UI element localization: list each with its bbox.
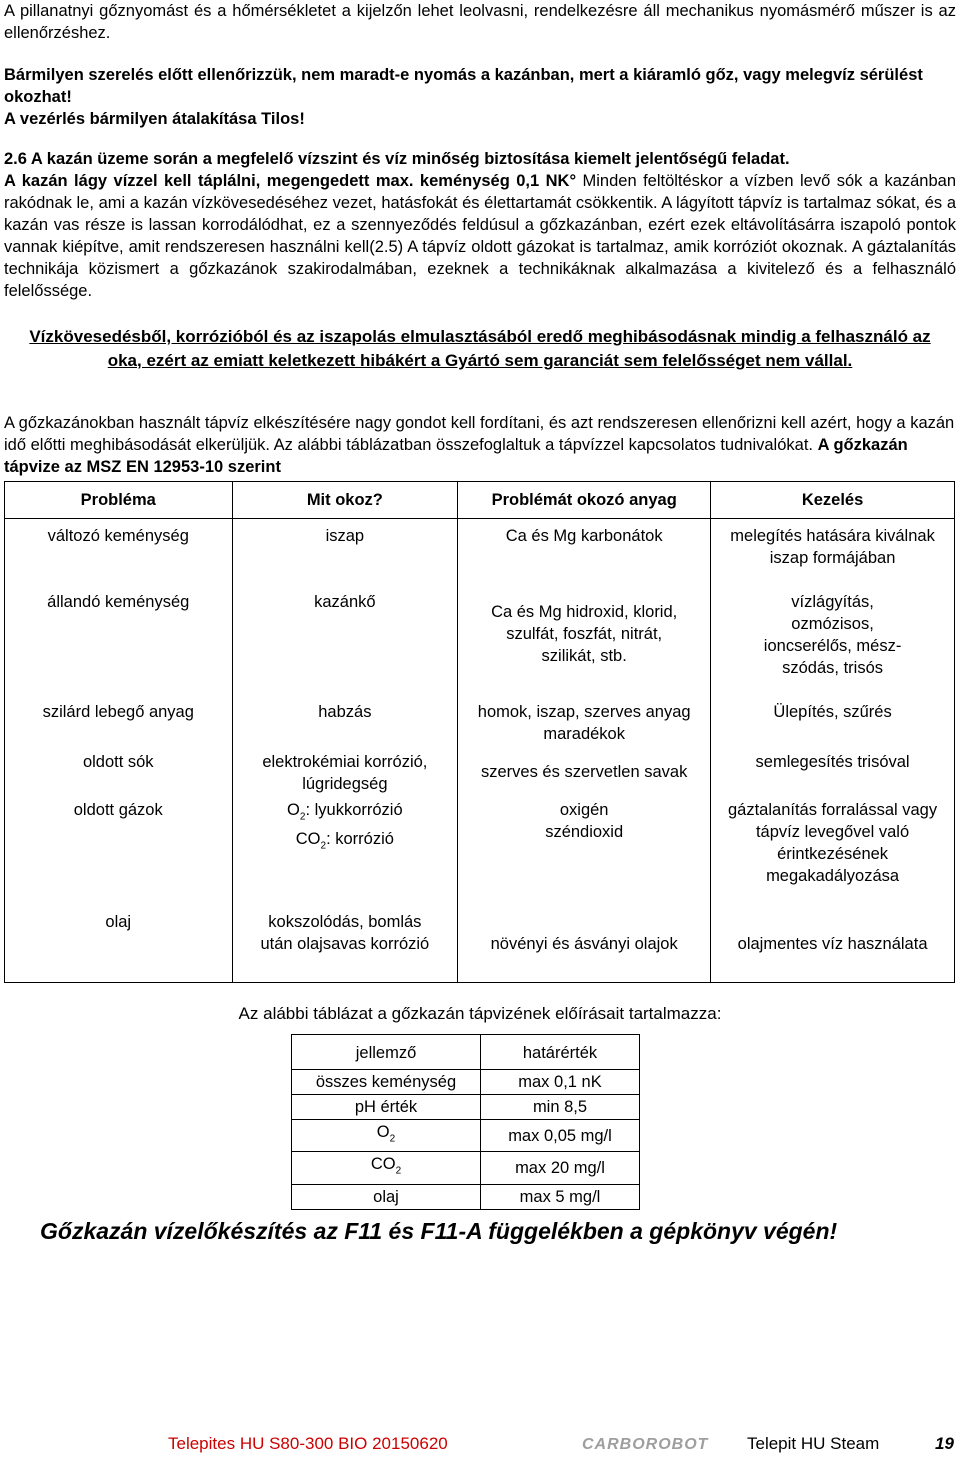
table-cell: összes keménység <box>292 1070 481 1095</box>
substance-text: szerves és szervetlen savak <box>481 762 688 781</box>
cause-text: kokszolódás, bomlás után olajsavas korrózió <box>260 912 430 953</box>
table-cell: oldott sók <box>5 751 233 799</box>
limits-table-caption: Az alábbi táblázat a gőzkazán tápvizének előírásait tartalmazza: <box>238 1004 722 1023</box>
table-cell <box>458 701 711 751</box>
table-cell <box>711 911 955 983</box>
table-header-row <box>292 1035 640 1070</box>
treatment-text: melegítés hatására kiválnak iszap formájában <box>730 527 935 567</box>
col-header-problem: Probléma <box>5 482 233 519</box>
table-cell: iszap <box>232 519 458 591</box>
table-cell: pH érték <box>292 1095 481 1120</box>
col-header-substance: Problémát okozó anyag <box>458 482 711 519</box>
table-row <box>5 701 955 751</box>
cause-text: elektrokémiai korrózió, lúgridegség <box>262 752 428 793</box>
table-row <box>5 799 955 911</box>
table-cell: max 20 mg/l <box>481 1152 640 1184</box>
col-header-property: jellemző <box>292 1035 481 1070</box>
substance-text: Ca és Mg hidroxid, klorid, szulfát, foszfát, nitrát, szilikát, stb. <box>491 602 678 665</box>
substance-text: növényi és ásványi olajok <box>490 934 678 953</box>
feedwater-text: A gőzkazánokban használt tápvíz elkészítésére nagy gondot kell fordítani, és azt rendszeresen ellenőrizni kell azért, hogy a kazán idő előtti meghibásodását elkerüljük. Az alábbi táblázatban összefoglaltuk a tápvízzel kapcsolatos tudnivalókat. <box>4 414 955 454</box>
treatment-text: olajmentes víz használata <box>737 934 928 953</box>
table-cell: max 0,1 nK <box>481 1070 640 1095</box>
table-row <box>5 519 955 591</box>
appendix-note: Gőzkazán vízelőkészítés az F11 és F11-A függelékben a gépkönyv végén! <box>40 1218 838 1244</box>
intro-paragraph: A pillanatnyi gőznyomást és a hőmérsékletet a kijelzőn lehet leolvasni, rendelkezésre áll mechanikus nyomásmérő műszer is az ellenőrzéshez. <box>4 2 956 42</box>
table-cell: $O_2$ <box>292 1120 481 1152</box>
page-number: 19 <box>935 1434 954 1453</box>
warranty-warning: Vízkövesedésből, korrózióból és az iszapolás elmulasztásából eredő meghibásodásnak mindig a felhasználó az oka, ezért az emiatt keletkezett hibákért a Gyártó sem garanciát sem felelősséget nem vállal. <box>29 327 931 370</box>
table-cell <box>232 799 458 911</box>
table-cell <box>458 911 711 983</box>
table-cell: semlegesítés trisóval <box>711 751 955 799</box>
table-cell <box>711 519 955 591</box>
section-heading: 2.6 A kazán üzeme során a megfelelő vízszint és víz minőség biztosítása kiemelt jelentőségű feladat. <box>4 150 790 168</box>
feedwater-limits-table <box>291 1034 640 1210</box>
page-footer <box>0 1432 960 1456</box>
table-cell: Ülepítés, szűrés <box>711 701 955 751</box>
table-cell <box>232 911 458 983</box>
feedwater-paragraph <box>4 412 956 478</box>
safety-note: Bármilyen szerelés előtt ellenőrizzük, nem maradt-e nyomás a kazánban, mert a kiáramló gőz, vagy melegvíz sérülést okozhat! <box>4 66 923 106</box>
table-cell <box>458 591 711 701</box>
table-cell <box>711 799 955 911</box>
table-row <box>292 1152 640 1184</box>
footer-title: Telepit HU Steam <box>747 1434 880 1453</box>
section-text: Minden feltöltéskor a vízben levő sók a kazánban rakódnak le, ami a kazán vízkövesedéséhez vezet, hatásfokát és élettartamát csökkentik. A lágyított tápvíz is tartalmaz sókat, és a kazán vas része is lassan korrodálódhat, ez a szennyeződés feldúsul a gőzkazánban, ezért ezek eltávolításárra iszapoló pontok vannak kiépítve, amit rendszeresen használni kell(2.5) A tápvíz oldott gázokat is tartalmaz, amik korróziót okoznak. A gáztalanítás technikája közismert a gőzkazánok szakirodalmában, ezeknek a technikáknak alkalmazása a kivitelező és a felhasználó felelőssége. <box>4 172 956 300</box>
table-cell: változó keménység <box>5 519 233 591</box>
table-cell: min 8,5 <box>481 1095 640 1120</box>
carborobot-logo: CARBOROBOT <box>582 1436 709 1453</box>
feedwater-standard: A gőzkazán tápvize az MSZ EN 12953-10 szerint <box>4 436 908 476</box>
control-modification-forbidden: A vezérlés bármilyen átalakítása Tilos! <box>4 110 305 128</box>
table-row <box>5 751 955 799</box>
table-row <box>292 1070 640 1095</box>
water-problems-table <box>4 481 955 983</box>
table-cell: $CO_2$ <box>292 1152 481 1184</box>
footer-document-id: Telepites HU S80-300 BIO 20150620 <box>168 1434 448 1453</box>
table-cell: olaj <box>5 911 233 983</box>
table-cell: max 5 mg/l <box>481 1184 640 1209</box>
cause-co2: $CO_2$: korrózió <box>295 829 394 852</box>
substance-text: oxigén széndioxid <box>545 800 624 841</box>
table-cell: állandó keménység <box>5 591 233 701</box>
section-bold-lead: A kazán lágy vízzel kell táplálni, megengedett max. keménység 0,1 NK° <box>4 172 577 190</box>
table-cell <box>458 799 711 911</box>
table-row <box>292 1184 640 1209</box>
col-header-treatment: Kezelés <box>711 482 955 519</box>
table-row <box>5 591 955 701</box>
table-cell: szilárd lebegő anyag <box>5 701 233 751</box>
table-cell: max 0,05 mg/l <box>481 1120 640 1152</box>
water-quality-section <box>4 148 956 302</box>
substance-text: homok, iszap, szerves anyag maradékok <box>477 702 691 743</box>
table-cell: kazánkő <box>232 591 458 701</box>
table-cell: Ca és Mg karbonátok <box>458 519 711 591</box>
treatment-text: vízlágyítás, ozmózisos, ioncserélős, mész-szódás, trisós <box>763 592 902 677</box>
table-header-row <box>5 482 955 519</box>
cause-o2: $O_2$: lyukkorrózió <box>287 800 403 822</box>
section-body <box>4 170 956 302</box>
table-row <box>292 1120 640 1152</box>
table-cell <box>458 751 711 799</box>
table-cell: habzás <box>232 701 458 751</box>
table-cell <box>711 591 955 701</box>
col-header-cause: Mit okoz? <box>232 482 458 519</box>
table-cell <box>232 751 458 799</box>
col-header-limit: határérték <box>481 1035 640 1070</box>
treatment-text: gáztalanítás forralással vagy tápvíz levegővel való érintkezésének megakadályozása <box>728 800 938 885</box>
table-row <box>292 1095 640 1120</box>
table-cell: oldott gázok <box>5 799 233 911</box>
safety-paragraph <box>4 64 956 130</box>
table-row <box>5 911 955 983</box>
table-cell: olaj <box>292 1184 481 1209</box>
